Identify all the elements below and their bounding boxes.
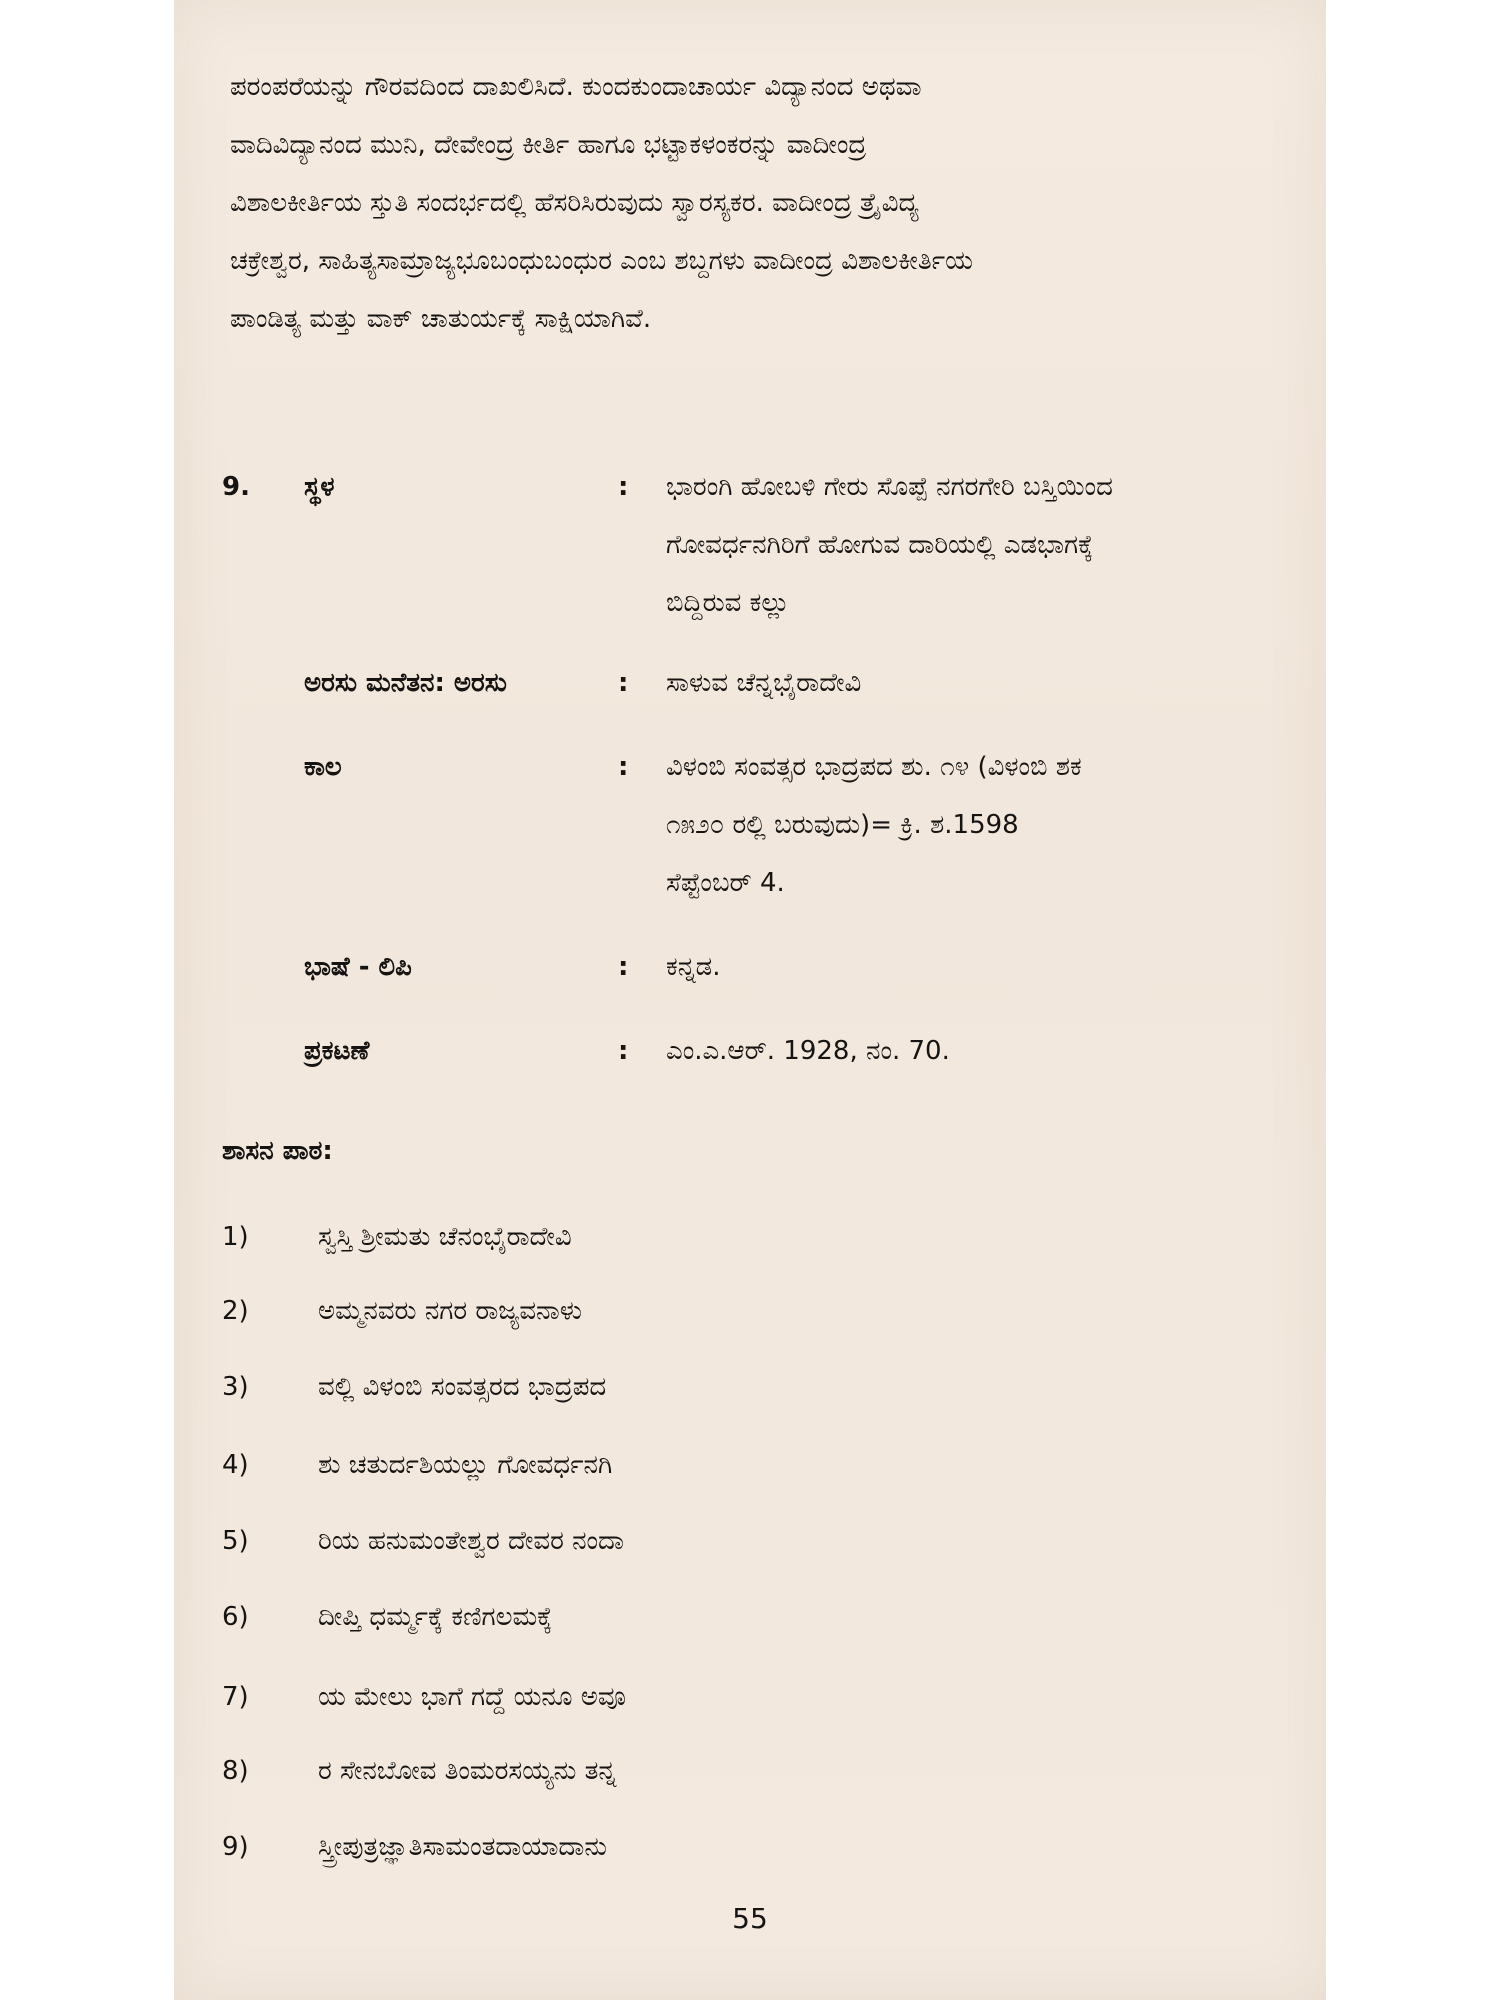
line-number: 6): [222, 1602, 249, 1632]
publication-colon: :: [618, 1036, 629, 1066]
dynasty-label: ಅರಸು ಮನೆತನ: ಅರಸು: [304, 668, 507, 698]
line-number: 9): [222, 1832, 249, 1862]
page-number: 55: [732, 1902, 768, 1935]
inscription-line: [222, 1588, 552, 1646]
date-value: [666, 738, 1276, 912]
line-number: 5): [222, 1526, 249, 1556]
inscription-line: [222, 1818, 607, 1876]
line-text: ರಿಯ ಹನುಮಂತೇಶ್ವರ ದೇವರ ನಂದಾ: [318, 1526, 625, 1556]
inscription-line: [222, 1282, 582, 1340]
paragraph-line: ಪಾಂಡಿತ್ಯ ಮತ್ತು ವಾಕ್ ಚಾತುರ್ಯಕ್ಕೆ ಸಾಕ್ಷಿಯಾಗಿವೆ.: [230, 304, 652, 334]
script-colon: :: [618, 952, 629, 982]
line-number: 1): [222, 1222, 249, 1252]
line-number: 2): [222, 1296, 249, 1326]
inscription-line: [222, 1742, 616, 1800]
dynasty-colon: :: [618, 668, 629, 698]
paragraph-line: ಪರಂಪರೆಯನ್ನು ಗೌರವದಿಂದ ದಾಖಲಿಸಿದೆ. ಕುಂದಕುಂದಾಚಾರ್ಯ ವಿದ್ಯಾನಂದ ಅಥವಾ: [230, 72, 922, 102]
line-text: ಸ್ತ್ರೀಪುತ್ರಜ್ಞಾತಿಸಾಮಂತದಾಯಾದಾನು: [318, 1832, 608, 1862]
dynasty-value: [666, 654, 1276, 712]
publication-label: ಪ್ರಕಟಣೆ: [304, 1036, 370, 1066]
line-number: 8): [222, 1756, 249, 1786]
date-value-line: ವಿಳಂಬಿ ಸಂವತ್ಸರ ಭಾದ್ರಪದ ಶು. ೧೪ (ವಿಳಂಬಿ ಶಕ: [666, 752, 1082, 782]
date-value-line: ೧೫೨೦ ರಲ್ಲಿ ಬರುವುದು)= ಕ್ರಿ. ಶ.1598: [666, 810, 1019, 840]
script-value-line: ಕನ್ನಡ.: [666, 952, 721, 982]
inscription-line: [222, 1358, 606, 1416]
paragraph-line: ವಿಶಾಲಕೀರ್ತಿಯ ಸ್ತುತಿ ಸಂದರ್ಭದಲ್ಲಿ ಹೆಸರಿಸಿರುವುದು ಸ್ವಾರಸ್ಯಕರ. ವಾದೀಂದ್ರ ತ್ರೈವಿದ್ಯ: [230, 188, 919, 218]
line-text: ವಲ್ಲಿ ವಿಳಂಬಿ ಸಂವತ್ಸರದ ಭಾದ್ರಪದ: [318, 1372, 607, 1402]
place-label: ಸ್ಥಳ: [304, 472, 335, 502]
script-value: [666, 938, 1276, 996]
line-number: 3): [222, 1372, 249, 1402]
place-colon: :: [618, 472, 629, 502]
inscription-line: [222, 1208, 572, 1266]
place-value-line: ಬಿದ್ದಿರುವ ಕಲ್ಲು: [666, 588, 790, 618]
line-text: ಶು ಚತುರ್ದಶಿಯಲ್ಲು ಗೋವರ್ಧನಗಿ: [318, 1450, 613, 1480]
script-label: ಭಾಷೆ - ಲಿಪಿ: [304, 952, 412, 982]
paragraph-line: ಚಕ್ರೇಶ್ವರ, ಸಾಹಿತ್ಯಸಾಮ್ರಾಜ್ಯಭೂಬಂಧುಬಂಧುರ ಎಂಬ ಶಬ್ದಗಳು ವಾದೀಂದ್ರ ವಿಶಾಲಕೀರ್ತಿಯ: [230, 246, 973, 276]
line-text: ರ ಸೇನಬೋವ ತಿಂಮರಸಯ್ಯನು ತನ್ನ: [318, 1756, 617, 1786]
inscription-line: [222, 1512, 624, 1570]
dynasty-value-line: ಸಾಳುವ ಚೆನ್ನಭೈರಾದೇವಿ: [666, 668, 862, 698]
line-text: ಸ್ವಸ್ತಿ ಶ್ರೀಮತು ಚೆನಂಭೈರಾದೇವಿ: [318, 1222, 572, 1252]
place-value: [666, 458, 1276, 632]
line-text: ಯ ಮೇಲು ಭಾಗೆ ಗದ್ದೆ ಯನೂ ಅವೂ: [318, 1682, 626, 1712]
paragraph-line: ವಾದಿವಿದ್ಯಾನಂದ ಮುನಿ, ದೇವೇಂದ್ರ ಕೀರ್ತಿ ಹಾಗೂ ಭಟ್ಟಾಕಳಂಕರನ್ನು ವಾದೀಂದ್ರ: [230, 130, 867, 160]
line-number: 4): [222, 1450, 249, 1480]
date-value-line: ಸೆಪ್ಟೆಂಬರ್ 4.: [666, 868, 785, 898]
inscription-line: [222, 1668, 626, 1726]
place-value-line: ಗೋವರ್ಧನಗಿರಿಗೆ ಹೋಗುವ ದಾರಿಯಲ್ಲಿ ಎಡಭಾಗಕ್ಕೆ: [666, 530, 1094, 560]
entry-number: 9.: [222, 472, 250, 502]
line-text: ದೀಪ್ತಿ ಧರ್ಮ್ಮಕ್ಕೆ ಕಣಿಗಲಮಕ್ಕೆ: [318, 1602, 553, 1632]
publication-value-line: ಎಂ.ಎ.ಆರ್. 1928, ನಂ. 70.: [666, 1036, 950, 1066]
line-number: 7): [222, 1682, 249, 1712]
place-value-line: ಭಾರಂಗಿ ಹೋಬಳಿ ಗೇರು ಸೊಪ್ಪೆ ನಗರಗೇರಿ ಬಸ್ತಿಯಿಂದ: [666, 472, 1113, 502]
inscription-heading: ಶಾಸನ ಪಾಠ:: [222, 1136, 333, 1166]
line-text: ಅಮ್ಮನವರು ನಗರ ರಾಜ್ಯವನಾಳು: [318, 1296, 583, 1326]
publication-value: [666, 1022, 1276, 1080]
date-colon: :: [618, 752, 629, 782]
inscription-line: [222, 1436, 612, 1494]
date-label: ಕಾಲ: [304, 752, 342, 782]
intro-paragraph: [230, 58, 1270, 348]
